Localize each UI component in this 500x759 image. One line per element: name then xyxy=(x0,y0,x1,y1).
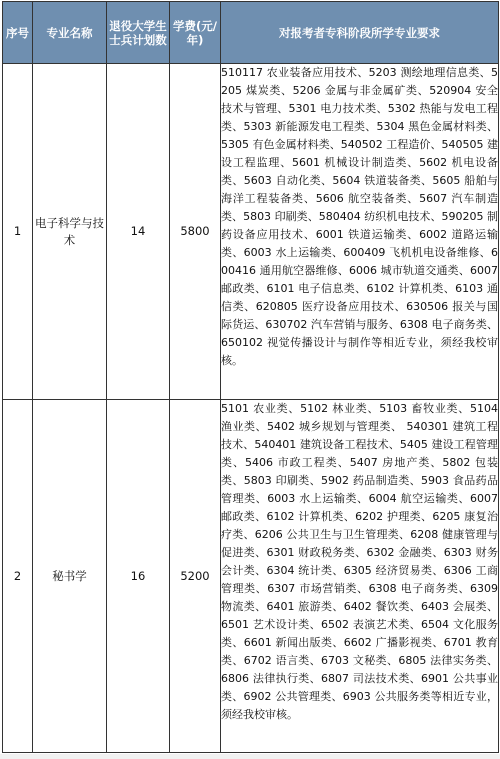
row-major: 电子科学与技术 xyxy=(33,64,107,400)
row-major: 秘书学 xyxy=(33,400,107,753)
row-no: 2 xyxy=(3,400,33,753)
row-plan: 14 xyxy=(107,64,170,400)
page-bottom-strip xyxy=(0,754,500,759)
header-major: 专业名称 xyxy=(33,2,107,64)
row-requirement: 510117 农业装备应用技术、5203 测绘地理信息类、5205 煤炭类、5206 金属与非金属矿类、520904 安全技术与管理、5301 电力技术类、5302 热能与发电工程类、5303 新能源发电工程类、5304 黑色金属材料类、5305 有色金属材料类、540502 工程造价、540505 建设工程监理、5601 机械设计制造类、5602 机电设备类、5603 自动化类、5604 铁道装备类、5605 船舶与海洋工程装备类、5606 航空装备类、5607 汽车制造类、5803 印刷类、580404 纺织机电技术、590205 制药设备应用技术、6001 铁道运输类、6002 道路运输类、6003 水上运输类、600409 飞机机电设备维修、600416 通用航空器维修、6006 城市轨道交通类、6007 邮政类、6101 电子信息类、6102 计算机类、6103 通信类、620805 医疗设备应用技术、630506 报关与国际货运、630702 汽车营销与服务、6308 电子商务类、650102 视觉传播设计与制作等相近专业，须经我校审核。 xyxy=(221,64,499,400)
table-row xyxy=(3,400,499,753)
row-fee: 5200 xyxy=(170,400,221,753)
table-header-row xyxy=(3,2,499,64)
header-plan: 退役大学生士兵计划数 xyxy=(107,2,170,64)
header-no: 序号 xyxy=(3,2,33,64)
header-requirement: 对报考者专科阶段所学专业要求 xyxy=(221,2,499,64)
row-requirement: 5101 农业类、5102 林业类、5103 畜牧业类、5104 渔业类、5402 城乡规划与管理类、 540301 建筑工程技术、540401 建筑设备工程技术、5405 建设工程管理类、5406 市政工程类、5407 房地产类、5802 包装类、5803 印刷类、5902 药品制造类、5903 食品药品管理类、6003 水上运输类、6004 航空运输类、6007 邮政类、6102 计算机类、6202 护理类、6205 康复治疗类、6206 公共卫生与卫生管理类、6208 健康管理与促进类、6301 财政税务类、6302 金融类、6303 财务会计类、6304 统计类、6305 经济贸易类、6306 工商管理类、6307 市场营销类、6308 电子商务类、6309 物流类、6401 旅游类、6402 餐饮类、6403 会展类、6501 艺术设计类、6502 表演艺术类、6504 文化服务类、6601 新闻出版类、6602 广播影视类、6701 教育类、6702 语言类、6703 文秘类、6805 法律实务类、6806 法律执行类、6807 司法技术类、6901 公共事业类、6902 公共管理类、6903 公共服务类等相近专业，须经我校审核。 xyxy=(221,400,499,753)
table-row xyxy=(3,64,499,400)
header-fee: 学费(元/年) xyxy=(170,2,221,64)
row-no: 1 xyxy=(3,64,33,400)
majors-table xyxy=(2,1,499,753)
row-plan: 16 xyxy=(107,400,170,753)
row-fee: 5800 xyxy=(170,64,221,400)
